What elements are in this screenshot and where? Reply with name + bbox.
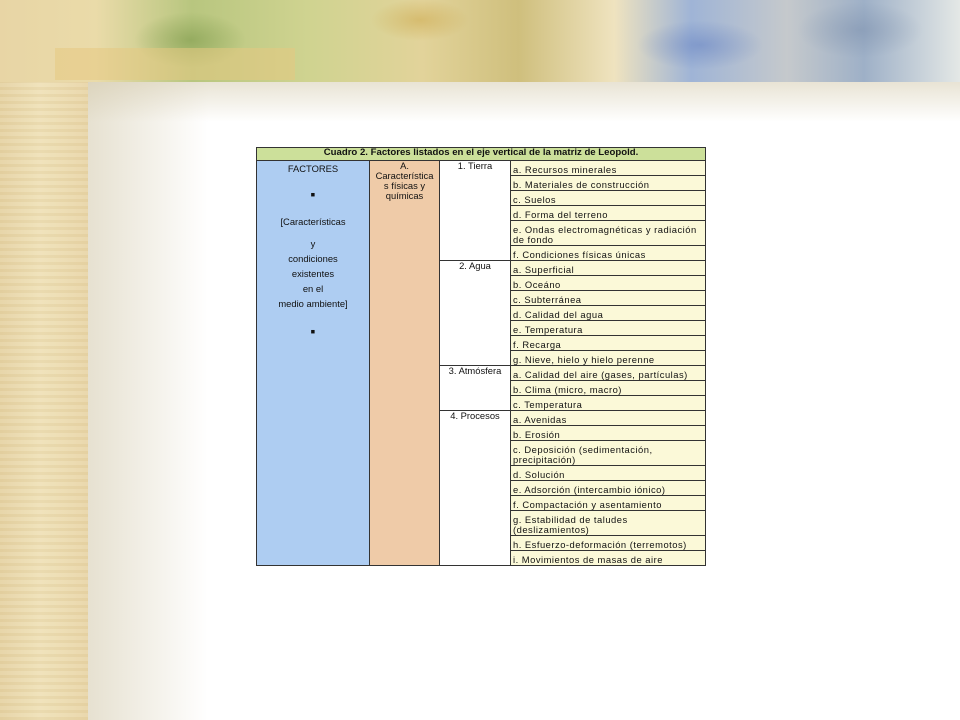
subcategory-cell: 3. Atmósfera xyxy=(440,366,511,411)
factor-description-line: existentes xyxy=(291,268,335,279)
factor-item: f. Condiciones físicas únicas xyxy=(511,246,706,261)
factor-item: e. Temperatura xyxy=(511,321,706,336)
leopold-factors-table xyxy=(256,147,706,566)
factor-item: e. Adsorción (intercambio iónico) xyxy=(511,481,706,496)
bullet-icon: ▪ xyxy=(310,323,316,339)
factor-item: c. Suelos xyxy=(511,191,706,206)
factor-item: a. Recursos minerales xyxy=(511,161,706,176)
slide-background-left xyxy=(0,0,88,720)
factor-description-line: y xyxy=(310,238,316,249)
factor-item: f. Compactación y asentamiento xyxy=(511,496,706,511)
factor-item: d. Solución xyxy=(511,466,706,481)
factor-item: b. Materiales de construcción xyxy=(511,176,706,191)
factor-item: a. Avenidas xyxy=(511,411,706,426)
factor-item: i. Movimientos de masas de aire xyxy=(511,551,706,566)
factor-item: a. Calidad del aire (gases, partículas) xyxy=(511,366,706,381)
bullet-icon: ▪ xyxy=(310,186,316,202)
table-title: Cuadro 2. Factores listados en el eje vertical de la matriz de Leopold. xyxy=(257,148,706,161)
factor-item: g. Estabilidad de taludes (deslizamientos) xyxy=(511,511,706,536)
factor-column xyxy=(257,161,370,566)
factor-item: c. Temperatura xyxy=(511,396,706,411)
panel-shadow-top xyxy=(88,82,960,122)
factor-item: e. Ondas electromagnéticas y radiación de fondo xyxy=(511,221,706,246)
factor-description-line: medio ambiente] xyxy=(278,298,348,309)
factor-description-line: [Características xyxy=(280,216,346,227)
factor-item: h. Esfuerzo-deformación (terremotos) xyxy=(511,536,706,551)
factor-item: b. Clima (micro, macro) xyxy=(511,381,706,396)
factor-item: a. Superficial xyxy=(511,261,706,276)
subcategory-cell: 4. Procesos xyxy=(440,411,511,566)
factor-description-line: en el xyxy=(302,283,324,294)
factor-item: c. Subterránea xyxy=(511,291,706,306)
factor-item: f. Recarga xyxy=(511,336,706,351)
subcategory-cell: 2. Agua xyxy=(440,261,511,366)
factor-item: c. Deposición (sedimentación, precipitación) xyxy=(511,441,706,466)
factor-item: b. Erosión xyxy=(511,426,706,441)
table-row xyxy=(257,161,706,176)
panel-shadow-left xyxy=(88,82,208,720)
factor-item: d. Calidad del agua xyxy=(511,306,706,321)
factor-item: d. Forma del terreno xyxy=(511,206,706,221)
factor-label: FACTORES xyxy=(287,163,339,174)
subcategory-cell: 1. Tierra xyxy=(440,161,511,261)
slide-background-accent xyxy=(55,48,295,80)
table-title-row xyxy=(257,148,706,161)
factor-item: g. Nieve, hielo y hielo perenne xyxy=(511,351,706,366)
factor-item: b. Oceáno xyxy=(511,276,706,291)
factor-description-line: condiciones xyxy=(288,253,338,264)
category-cell: A. Característica s físicas y químicas xyxy=(370,161,440,566)
